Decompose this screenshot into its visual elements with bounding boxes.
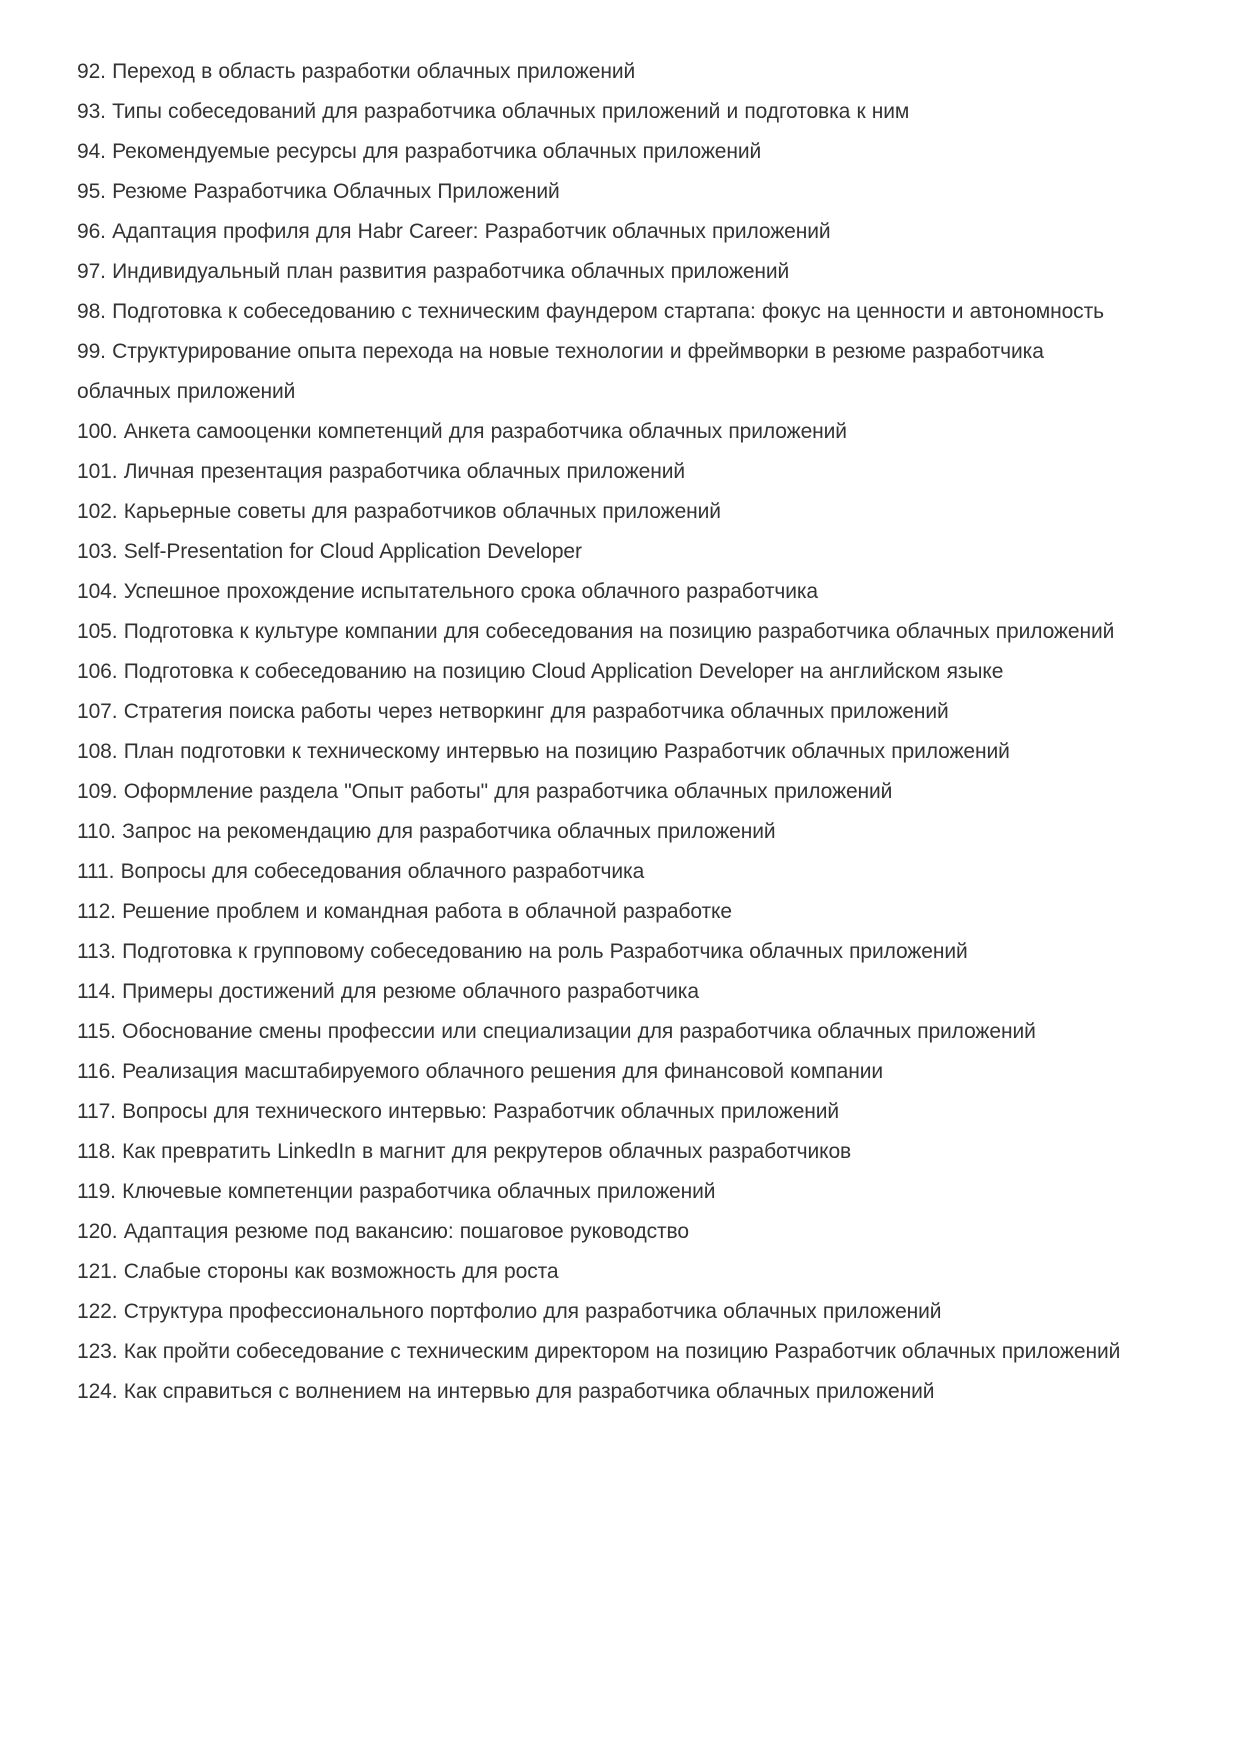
list-item: 122. Структура профессионального портфолио для разработчика облачных приложений [77, 1300, 942, 1323]
list-item: 110. Запрос на рекомендацию для разработчика облачных приложений [77, 820, 776, 843]
list-item: 106. Подготовка к собеседованию на позицию Cloud Application Developer на английском языке [77, 660, 1004, 683]
list-item: 111. Вопросы для собеседования облачного разработчика [77, 860, 645, 883]
list-item: 94. Рекомендуемые ресурсы для разработчика облачных приложений [77, 140, 762, 163]
list-item: 93. Типы собеседований для разработчика облачных приложений и подготовка к ним [77, 100, 910, 123]
list-item: 102. Карьерные советы для разработчиков облачных приложений [77, 500, 721, 523]
list-item: 116. Реализация масштабируемого облачного решения для финансовой компании [77, 1060, 883, 1083]
list-item: 95. Резюме Разработчика Облачных Приложений [77, 180, 560, 203]
list-item: 103. Self-Presentation for Cloud Application Developer [77, 540, 582, 563]
list-item: 121. Слабые стороны как возможность для роста [77, 1260, 559, 1283]
list-item: 113. Подготовка к групповому собеседованию на роль Разработчика облачных приложений [77, 940, 968, 963]
list-item: 115. Обоснование смены профессии или специализации для разработчика облачных приложений [77, 1020, 1036, 1043]
list-item: 107. Стратегия поиска работы через нетворкинг для разработчика облачных приложений [77, 700, 949, 723]
list-item: 119. Ключевые компетенции разработчика облачных приложений [77, 1180, 716, 1203]
list-item: 92. Переход в область разработки облачных приложений [77, 60, 636, 83]
list-item: 101. Личная презентация разработчика облачных приложений [77, 460, 686, 483]
list-item: 99. Структурирование опыта перехода на новые технологии и фреймворки в резюме разработчика облачных приложений [77, 340, 1044, 403]
list-item: 118. Как превратить LinkedIn в магнит для рекрутеров облачных разработчиков [77, 1140, 852, 1163]
list-item: 123. Как пройти собеседование с техническим директором на позицию Разработчик облачных приложений [77, 1340, 1121, 1363]
list-item: 104. Успешное прохождение испытательного срока облачного разработчика [77, 580, 818, 603]
list-item: 109. Оформление раздела "Опыт работы" для разработчика облачных приложений [77, 780, 893, 803]
list-item: 98. Подготовка к собеседованию с техническим фаундером стартапа: фокус на ценности и автономность [77, 300, 1104, 323]
numbered-list [77, 52, 1127, 1412]
list-item: 114. Примеры достижений для резюме облачного разработчика [77, 980, 699, 1003]
list-item: 97. Индивидуальный план развития разработчика облачных приложений [77, 260, 790, 283]
list-item: 100. Анкета самооценки компетенций для разработчика облачных приложений [77, 420, 847, 443]
list-item: 124. Как справиться с волнением на интервью для разработчика облачных приложений [77, 1380, 935, 1403]
list-item: 120. Адаптация резюме под вакансию: пошаговое руководство [77, 1220, 689, 1243]
list-item: 105. Подготовка к культуре компании для собеседования на позицию разработчика облачных приложений [77, 620, 1115, 643]
list-item: 96. Адаптация профиля для Habr Career: Разработчик облачных приложений [77, 220, 831, 243]
list-item: 108. План подготовки к техническому интервью на позицию Разработчик облачных приложений [77, 740, 1010, 763]
list-item: 117. Вопросы для технического интервью: Разработчик облачных приложений [77, 1100, 840, 1123]
list-item: 112. Решение проблем и командная работа в облачной разработке [77, 900, 732, 923]
